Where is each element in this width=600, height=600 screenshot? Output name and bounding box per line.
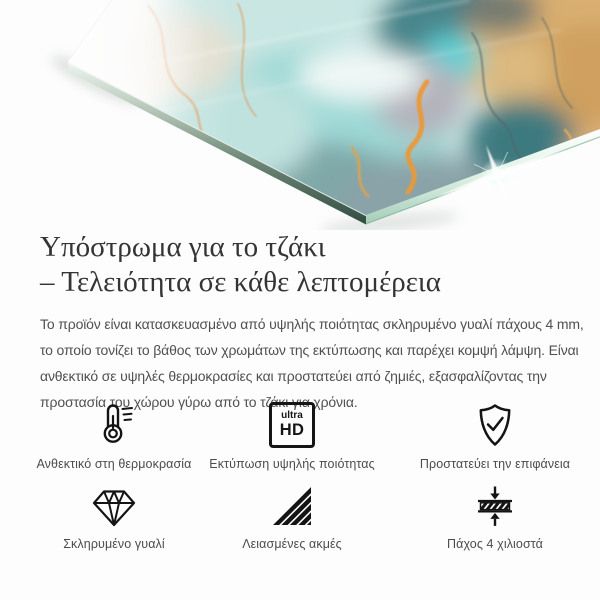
feature-ultra-hd-print bbox=[192, 398, 392, 471]
hero-photo bbox=[0, 0, 600, 230]
feature-surface-protection bbox=[395, 398, 595, 471]
ultra-hd-icon bbox=[269, 398, 315, 448]
description-line: το οποίο τονίζει το βάθος των χρωμάτων της εκτύπωσης και παρέχει κομψή λάμψη. Είναι bbox=[40, 342, 579, 358]
feature-label: Προστατεύει την επιφάνεια bbox=[419, 457, 571, 471]
feature-label: Εκτύπωση υψηλής ποιότητας bbox=[209, 457, 375, 471]
feature-label: Λειασμένες ακμές bbox=[242, 537, 342, 551]
feature-label: Πάχος 4 χιλιοστά bbox=[447, 537, 543, 551]
title-line-2: – Τελειότητα σε κάθε λεπτομέρεια bbox=[40, 266, 441, 298]
description-line: προστασία του χώρου γύρω από το τζάκι για χρόνια. bbox=[40, 394, 358, 410]
feature-tempered-glass bbox=[14, 488, 214, 551]
diamond-icon bbox=[91, 488, 137, 528]
description-line: Το προϊόν είναι κατασκευασμένο από υψηλής ποιότητας σκληρυμένο γυαλί πάχους 4 mm, bbox=[40, 316, 584, 332]
glass-panel-image bbox=[0, 0, 600, 230]
thermometer-icon bbox=[91, 398, 137, 448]
shield-check-icon bbox=[472, 398, 518, 448]
title-line-1: Υπόστρωμα για το τζάκι bbox=[40, 231, 326, 263]
feature-label: Σκληρυμένο γυαλί bbox=[63, 537, 165, 551]
description-line: ανθεκτικό σε υψηλές θερμοκρασίες και προστατεύει από ζημιές, εξασφαλίζοντας την bbox=[40, 368, 547, 384]
thickness-icon bbox=[474, 488, 516, 528]
ultra-hd-text-top: ultra bbox=[281, 410, 303, 422]
feature-label: Ανθεκτικό στη θερμοκρασία bbox=[36, 457, 192, 471]
feature-temperature-resistant bbox=[14, 398, 214, 471]
ultra-hd-text-bottom: HD bbox=[279, 421, 305, 440]
feature-thickness bbox=[395, 488, 595, 551]
polished-edges-icon bbox=[270, 488, 314, 528]
marble-art bbox=[0, 0, 600, 230]
page-title bbox=[40, 230, 441, 300]
feature-polished-edges bbox=[192, 488, 392, 551]
